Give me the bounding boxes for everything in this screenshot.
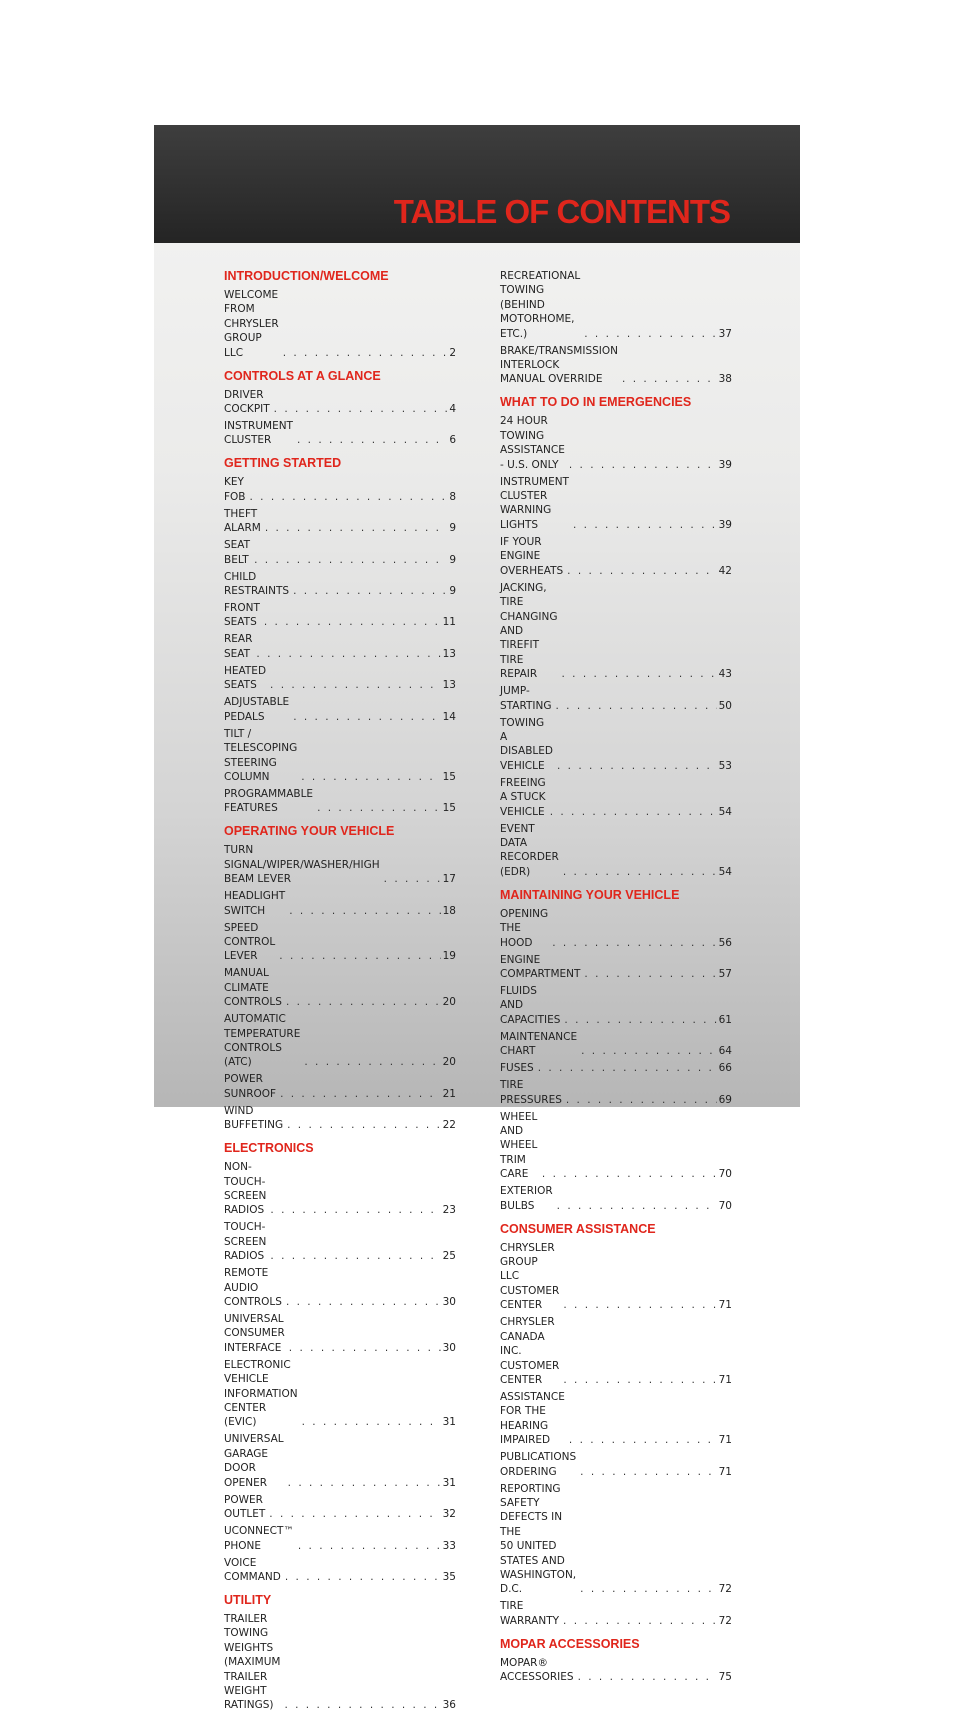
dot-leader	[285, 1570, 441, 1584]
toc-entry[interactable]	[500, 1314, 732, 1389]
dot-leader	[563, 1614, 717, 1628]
toc-entry[interactable]	[500, 1481, 732, 1599]
toc-entry-page-number: 39	[718, 518, 732, 531]
toc-entry-page-number: 20	[442, 996, 456, 1009]
toc-entry-label: TIRE PRESSURES	[500, 1079, 562, 1106]
dot-leader	[562, 667, 717, 681]
dot-leader	[250, 490, 448, 504]
dot-leader	[563, 1298, 716, 1312]
header-band	[154, 125, 800, 243]
toc-entry-page-number: 15	[442, 802, 456, 815]
toc-entry-label: FRONT SEATS	[224, 602, 260, 629]
section-heading: GETTING STARTED	[224, 456, 342, 471]
toc-entry-label: EXTERIOR BULBS	[500, 1185, 553, 1212]
toc-entry-page-number: 70	[718, 1199, 732, 1212]
toc-entry-page-number: 54	[718, 805, 732, 818]
dot-leader	[264, 615, 441, 629]
dot-leader	[580, 1582, 716, 1596]
toc-entry-label: INSTRUMENT CLUSTER WARNING LIGHTS	[500, 475, 569, 531]
dot-leader	[317, 801, 441, 815]
toc-entry-label: KEY FOB	[224, 476, 246, 503]
toc-entry[interactable]	[224, 474, 456, 505]
toc-entry[interactable]	[500, 1449, 732, 1480]
toc-entry-label: INSTRUMENT CLUSTER	[224, 420, 293, 447]
toc-entry[interactable]	[500, 1598, 732, 1629]
dot-leader	[542, 1167, 717, 1181]
dot-leader	[563, 865, 717, 879]
dot-leader	[304, 1055, 440, 1069]
toc-entry-page-number: 31	[442, 1476, 456, 1489]
section-heading: INTRODUCTION/WELCOME	[224, 269, 389, 283]
dot-leader	[581, 1044, 717, 1058]
toc-entry[interactable]	[500, 1389, 732, 1449]
toc-entry-label: ADJUSTABLE PEDALS	[224, 696, 290, 723]
toc-entry[interactable]	[500, 952, 732, 983]
dot-leader	[283, 346, 448, 360]
toc-entry-label: FUSES	[500, 1062, 534, 1075]
dot-leader	[287, 1118, 441, 1132]
toc-entry-page-number: 35	[442, 1570, 456, 1583]
toc-entry-page-number: 11	[442, 616, 456, 629]
dot-leader	[289, 904, 440, 918]
section-heading: OPERATING YOUR VEHICLE	[224, 824, 395, 839]
toc-entry-page-number: 20	[442, 1056, 456, 1069]
section-heading: UTILITY	[224, 1592, 272, 1607]
toc-entry-label: HEATED SEATS	[224, 664, 267, 692]
toc-entry[interactable]	[500, 474, 732, 534]
dot-leader	[265, 521, 448, 535]
toc-entry-label: TILT / TELESCOPING STEERING COLUMN	[224, 727, 298, 783]
toc-entry[interactable]	[500, 343, 732, 389]
toc-column-right	[500, 268, 732, 1686]
toc-entry-page-number: 56	[718, 936, 732, 949]
toc-entry[interactable]	[224, 1611, 456, 1714]
toc-entry[interactable]	[224, 920, 456, 966]
toc-entry-page-number: 17	[442, 873, 456, 886]
toc-column-left	[224, 268, 456, 1714]
toc-entry[interactable]	[500, 983, 732, 1029]
toc-entry-label: MAINTENANCE CHART	[500, 1030, 578, 1058]
dot-leader	[563, 1373, 716, 1387]
toc-entry-page-number: 43	[718, 668, 732, 681]
toc-entry-page-number: 30	[442, 1341, 456, 1354]
toc-entry-page-number: 32	[442, 1508, 456, 1521]
dot-leader	[557, 1199, 717, 1213]
toc-entry[interactable]	[500, 775, 732, 821]
dot-leader	[284, 1698, 440, 1712]
toc-entry-page-number: 23	[442, 1204, 456, 1217]
toc-entry-label: ENGINE COMPARTMENT	[500, 953, 581, 980]
toc-entry[interactable]	[500, 1240, 732, 1315]
toc-entry-page-number: 13	[442, 679, 456, 692]
dot-leader	[569, 1433, 717, 1447]
toc-entry-label: EVENT DATA RECORDER (EDR)	[500, 822, 559, 878]
dot-leader	[274, 402, 448, 416]
toc-entry-page-number: 72	[718, 1614, 732, 1627]
toc-entry-label: UNIVERSAL CONSUMER INTERFACE	[224, 1313, 285, 1354]
toc-entry-page-number: 50	[718, 699, 732, 712]
toc-entry-page-number: 36	[442, 1699, 456, 1712]
toc-entry-label: ASSISTANCE FOR THE HEARING IMPAIRED	[500, 1390, 565, 1447]
toc-entry[interactable]	[224, 1071, 456, 1102]
toc-entry-page-number: 38	[718, 373, 732, 386]
section-heading: CONSUMER ASSISTANCE	[500, 1221, 656, 1236]
toc-entry[interactable]	[224, 1492, 456, 1523]
dot-leader	[286, 1295, 441, 1309]
toc-entry-label: SEAT BELT	[224, 539, 251, 566]
toc-entry-page-number: 21	[442, 1087, 456, 1100]
dot-leader	[302, 1415, 441, 1429]
section-heading: MAINTAINING YOUR VEHICLE	[500, 887, 680, 902]
dot-leader	[298, 1539, 441, 1553]
toc-entry-label: VOICE COMMAND	[224, 1556, 281, 1583]
toc-entry[interactable]	[224, 965, 456, 1011]
toc-entry-label: REMOTE AUDIO CONTROLS	[224, 1267, 282, 1309]
toc-entry-page-number: 15	[442, 770, 456, 783]
toc-entry[interactable]	[500, 580, 732, 683]
toc-entry-page-number: 64	[718, 1045, 732, 1058]
dot-leader	[286, 995, 441, 1009]
dot-leader	[555, 699, 716, 713]
toc-entry-label: DRIVER COCKPIT	[224, 388, 270, 416]
toc-entry-page-number: 19	[442, 950, 456, 963]
toc-entry-label: SPEED CONTROL LEVER	[224, 921, 276, 963]
dot-leader	[569, 458, 717, 472]
toc-entry-page-number: 70	[718, 1168, 732, 1181]
toc-entry-label: FLUIDS AND CAPACITIES	[500, 985, 561, 1026]
toc-entry[interactable]	[500, 1029, 732, 1060]
toc-entry-page-number: 72	[718, 1583, 732, 1596]
dot-leader	[564, 1013, 716, 1027]
toc-entry-page-number: 39	[718, 458, 732, 471]
dot-leader	[256, 647, 440, 661]
toc-entry-label: ELECTRONIC VEHICLE INFORMATION CENTER (EVIC)	[224, 1358, 298, 1429]
toc-entry[interactable]	[500, 534, 732, 580]
toc-entry-label: RECREATIONAL TOWING (BEHIND MOTORHOME, ETC.)	[500, 270, 581, 340]
dot-leader	[293, 710, 440, 724]
toc-entry[interactable]	[224, 1357, 456, 1432]
toc-entry-label: REAR SEAT	[224, 633, 253, 660]
toc-entry-label: UNIVERSAL GARAGE DOOR OPENER	[224, 1433, 284, 1489]
toc-entry-label: CHILD RESTRAINTS	[224, 570, 290, 598]
toc-entry-label: POWER SUNROOF	[224, 1073, 277, 1100]
toc-entry-label: TURN SIGNAL/WIPER/WASHER/HIGH BEAM LEVER	[224, 844, 380, 886]
toc-entry[interactable]	[224, 506, 456, 537]
toc-entry-page-number: 54	[718, 865, 732, 878]
toc-entry[interactable]	[224, 888, 456, 919]
toc-entry-page-number: 13	[442, 647, 456, 660]
dot-leader	[580, 1465, 716, 1479]
toc-entry-page-number: 22	[442, 1119, 456, 1132]
toc-entry[interactable]	[224, 1311, 456, 1357]
toc-entry-label: TIRE WARRANTY	[500, 1600, 560, 1627]
toc-entry-label: PUBLICATIONS ORDERING	[500, 1451, 577, 1478]
toc-entry-label: 24 HOUR TOWING ASSISTANCE - U.S. ONLY	[500, 415, 565, 471]
toc-entry-label: POWER OUTLET	[224, 1493, 266, 1521]
toc-entry-page-number: 75	[718, 1671, 732, 1684]
toc-entry[interactable]	[224, 842, 456, 888]
toc-entry[interactable]	[224, 387, 456, 418]
toc-entry-page-number: 25	[442, 1250, 456, 1263]
toc-entry-page-number: 4	[449, 403, 456, 416]
toc-entry-label: WIND BUFFETING	[224, 1104, 284, 1132]
dot-leader	[566, 1093, 717, 1107]
toc-entry[interactable]	[224, 786, 456, 817]
dot-leader	[550, 805, 717, 819]
page-title: TABLE OF CONTENTS	[393, 193, 730, 230]
toc-entry-label: REPORTING SAFETY DEFECTS IN THE 50 UNITED STATES AND WASHINGTON, D.C.	[500, 1482, 577, 1596]
dot-leader	[297, 433, 447, 447]
toc-entry[interactable]	[224, 287, 456, 362]
toc-entry-label: TOWING A DISABLED VEHICLE	[500, 716, 553, 772]
section-heading: ELECTRONICS	[224, 1141, 314, 1156]
dot-leader	[269, 1507, 440, 1521]
toc-entry[interactable]	[500, 1060, 732, 1077]
toc-entry-page-number: 61	[718, 1013, 732, 1026]
toc-entry-page-number: 69	[718, 1093, 732, 1106]
toc-entry[interactable]	[500, 1077, 732, 1108]
toc-entry[interactable]	[224, 694, 456, 725]
dot-leader	[270, 1249, 440, 1263]
toc-entry-page-number: 53	[718, 759, 732, 772]
dot-leader	[301, 770, 440, 784]
toc-entry-label: AUTOMATIC TEMPERATURE CONTROLS (ATC)	[224, 1013, 301, 1069]
dot-leader	[254, 553, 447, 567]
dot-leader	[584, 967, 716, 981]
toc-entry-label: HEADLIGHT SWITCH	[224, 890, 286, 917]
toc-entry-label: NON-TOUCH-SCREEN RADIOS	[224, 1161, 267, 1217]
toc-entry-label: TOUCH-SCREEN RADIOS	[224, 1221, 267, 1263]
toc-entry[interactable]	[224, 569, 456, 600]
toc-entry-label: MOPAR® ACCESSORIES	[500, 1656, 574, 1684]
toc-entry-page-number: 9	[449, 522, 456, 535]
dot-leader	[557, 759, 717, 773]
dot-leader	[279, 949, 440, 963]
dot-leader	[573, 518, 717, 532]
dot-leader	[584, 327, 716, 341]
toc-entry-page-number: 18	[442, 904, 456, 917]
toc-entry-label: MANUAL CLIMATE CONTROLS	[224, 967, 282, 1009]
toc-entry-page-number: 8	[449, 490, 456, 503]
toc-entry-page-number: 57	[718, 968, 732, 980]
toc-entry-label: CHRYSLER CANADA INC. CUSTOMER CENTER	[500, 1316, 560, 1386]
toc-entry-page-number: 42	[718, 564, 732, 577]
toc-entry[interactable]	[224, 1265, 456, 1311]
section-heading: CONTROLS AT A GLANCE	[224, 368, 381, 383]
toc-entry[interactable]	[500, 1655, 732, 1686]
toc-entry-page-number: 33	[442, 1539, 456, 1552]
toc-entry-page-number: 71	[718, 1373, 732, 1386]
toc-entry[interactable]	[500, 715, 732, 775]
section-heading: MOPAR ACCESSORIES	[500, 1636, 640, 1651]
toc-entry[interactable]	[224, 1431, 456, 1491]
toc-entry-label: JACKING, TIRE CHANGING AND TIREFIT TIRE REPAIR	[500, 581, 558, 681]
toc-entry-label: WHEEL AND WHEEL TRIM CARE	[500, 1110, 538, 1181]
toc-entry-page-number: 71	[718, 1299, 732, 1312]
toc-entry[interactable]	[500, 1183, 732, 1214]
toc-entry-label: PROGRAMMABLE FEATURES	[224, 787, 314, 815]
toc-entry-page-number: 2	[449, 346, 456, 359]
toc-entry-page-number: 14	[442, 710, 456, 723]
toc-entry[interactable]	[500, 906, 732, 952]
toc-entry-label: IF YOUR ENGINE OVERHEATS	[500, 535, 564, 577]
dot-leader	[280, 1087, 441, 1101]
toc-entry-label: CHRYSLER GROUP LLC CUSTOMER CENTER	[500, 1241, 560, 1312]
dot-leader	[384, 872, 441, 886]
toc-entry-page-number: 9	[449, 585, 456, 598]
toc-entry-label: TRAILER TOWING WEIGHTS (MAXIMUM TRAILER WEIGHT RATINGS)	[224, 1612, 281, 1712]
toc-entry[interactable]	[224, 663, 456, 694]
toc-entry[interactable]	[224, 1219, 456, 1265]
toc-entry[interactable]	[224, 631, 456, 662]
toc-entry[interactable]	[224, 1159, 456, 1219]
toc-entry-page-number: 9	[449, 553, 456, 566]
toc-entry[interactable]	[224, 1011, 456, 1071]
toc-entry-label: JUMP-STARTING	[500, 685, 552, 712]
toc-entry[interactable]	[224, 600, 456, 631]
dot-leader	[552, 936, 716, 950]
toc-entry-label: OPENING THE HOOD	[500, 907, 549, 949]
dot-leader	[293, 584, 447, 598]
toc-entry-label: WELCOME FROM CHRYSLER GROUP LLC	[224, 289, 279, 359]
toc-entry[interactable]	[500, 683, 732, 714]
toc-entry[interactable]	[224, 1103, 456, 1134]
dot-leader	[578, 1670, 717, 1684]
dot-leader	[622, 372, 717, 386]
toc-entry[interactable]	[500, 268, 732, 343]
dot-leader	[567, 564, 716, 578]
section-heading: WHAT TO DO IN EMERGENCIES	[500, 395, 692, 410]
toc-entry-page-number: 66	[718, 1062, 732, 1075]
toc-entry[interactable]	[224, 537, 456, 568]
manual-page	[154, 125, 800, 1712]
toc-entry[interactable]	[500, 1109, 732, 1184]
dot-leader	[270, 678, 441, 692]
toc-entry-label: FREEING A STUCK VEHICLE	[500, 776, 546, 818]
toc-entry[interactable]	[224, 1555, 456, 1586]
toc-entry-label: BRAKE/TRANSMISSION INTERLOCK MANUAL OVERRIDE	[500, 344, 619, 386]
toc-entry-page-number: 31	[442, 1416, 456, 1429]
dot-leader	[289, 1341, 441, 1355]
toc-entry-label: THEFT ALARM	[224, 507, 261, 535]
toc-entry-page-number: 37	[718, 327, 732, 340]
toc-entry[interactable]	[500, 413, 732, 473]
toc-entry-page-number: 71	[718, 1434, 732, 1447]
dot-leader	[288, 1476, 441, 1490]
toc-entry[interactable]	[224, 418, 456, 449]
dot-leader	[270, 1203, 440, 1217]
toc-entry-page-number: 30	[442, 1296, 456, 1309]
toc-entry[interactable]	[224, 726, 456, 786]
toc-entry-page-number: 6	[449, 434, 456, 447]
dot-leader	[538, 1061, 717, 1075]
toc-entry[interactable]	[500, 821, 732, 881]
toc-entry-page-number: 71	[718, 1465, 732, 1478]
toc-entry[interactable]	[224, 1523, 456, 1554]
toc-entry-label: UCONNECT™ PHONE	[224, 1525, 294, 1552]
